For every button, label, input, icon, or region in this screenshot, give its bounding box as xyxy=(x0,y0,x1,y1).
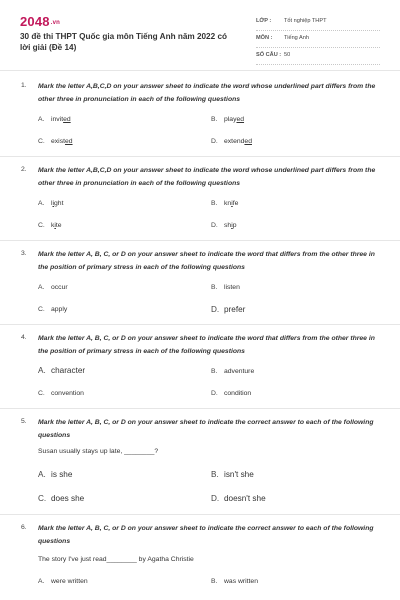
divider xyxy=(0,408,400,409)
question-instruction: Mark the letter A, B, C, or D on your answer sheet to indicate the correct answer to each of the following questions xyxy=(38,525,374,545)
option-d[interactable]: D. ship xyxy=(211,222,237,229)
option-d[interactable]: D. prefer xyxy=(211,305,246,314)
option-a[interactable]: A. occur xyxy=(38,284,68,291)
option-b[interactable]: B. isn't she xyxy=(211,470,254,479)
divider xyxy=(0,514,400,515)
option-b[interactable]: B. knife xyxy=(211,200,239,207)
document-header xyxy=(0,0,400,68)
question-instruction: Mark the letter A, B, C, or D on your answer sheet to indicate the correct answer to each of the following questions xyxy=(38,419,374,439)
divider xyxy=(0,240,400,241)
site-logo[interactable] xyxy=(20,14,60,29)
question-number: 4. xyxy=(21,334,27,341)
logo-text: 2048 xyxy=(20,14,50,29)
option-b[interactable]: B. played xyxy=(211,116,245,123)
option-a[interactable]: A. invited xyxy=(38,116,71,123)
question-stem: Susan usually stays up late, ________? xyxy=(38,448,159,455)
question-stem: The story I've just read________ by Agatha Christie xyxy=(38,556,194,563)
option-a[interactable]: A. character xyxy=(38,366,86,375)
option-c[interactable]: C. does she xyxy=(38,494,85,503)
document-title: 30 đề thi THPT Quốc gia môn Tiếng Anh năm 2022 có lời giải (Đề 14) xyxy=(20,32,227,52)
option-c[interactable]: C. apply xyxy=(38,306,68,313)
option-b[interactable]: B. listen xyxy=(211,284,240,291)
option-a[interactable]: A. light xyxy=(38,200,64,207)
meta-subject-label: MÔN : xyxy=(256,35,273,41)
meta-count-row xyxy=(256,48,380,65)
meta-count-label: SỐ CÂU : xyxy=(256,52,282,58)
option-c[interactable]: C. kite xyxy=(38,222,62,229)
option-d[interactable]: D. extended xyxy=(211,138,252,145)
divider xyxy=(0,70,400,71)
option-a[interactable]: A. is she xyxy=(38,470,73,479)
meta-count-value: 50 xyxy=(284,52,291,58)
logo-tld: .vn xyxy=(50,19,61,26)
document-meta xyxy=(256,14,380,65)
question-number: 6. xyxy=(21,524,27,531)
option-a[interactable]: A. were written xyxy=(38,578,88,585)
question-instruction: Mark the letter A, B, C, or D on your answer sheet to indicate the word that differs from the other three in the position of primary stress in each of the following questions xyxy=(38,335,375,355)
question-number: 1. xyxy=(21,82,27,89)
option-c[interactable]: C. convention xyxy=(38,390,84,397)
divider xyxy=(0,324,400,325)
option-b[interactable]: B. was written xyxy=(211,578,258,585)
question-instruction: Mark the letter A, B, C, or D on your answer sheet to indicate the word that differs from the other three in the position of primary stress in each of the following questions xyxy=(38,251,375,271)
question-instruction: Mark the letter A,B,C,D on your answer sheet to indicate the word whose underlined part differs from the other three in pronunciation in each of the following questions xyxy=(38,167,376,187)
meta-subject-value: Tiếng Anh xyxy=(284,35,309,41)
question-number: 3. xyxy=(21,250,27,257)
question-number: 2. xyxy=(21,166,27,173)
meta-class-value: Tốt nghiệp THPT xyxy=(284,18,327,24)
option-c[interactable]: C. existed xyxy=(38,138,73,145)
meta-class-row xyxy=(256,14,380,31)
meta-class-label: LỚP : xyxy=(256,18,272,24)
divider xyxy=(0,156,400,157)
option-d[interactable]: D. doesn't she xyxy=(211,494,266,503)
question-instruction: Mark the letter A,B,C,D on your answer sheet to indicate the word whose underlined part differs from the other three in pronunciation in each of the following questions xyxy=(38,83,376,103)
option-b[interactable]: B. adventure xyxy=(211,368,255,375)
option-d[interactable]: D. condition xyxy=(211,390,252,397)
question-number: 5. xyxy=(21,418,27,425)
meta-subject-row xyxy=(256,31,380,48)
